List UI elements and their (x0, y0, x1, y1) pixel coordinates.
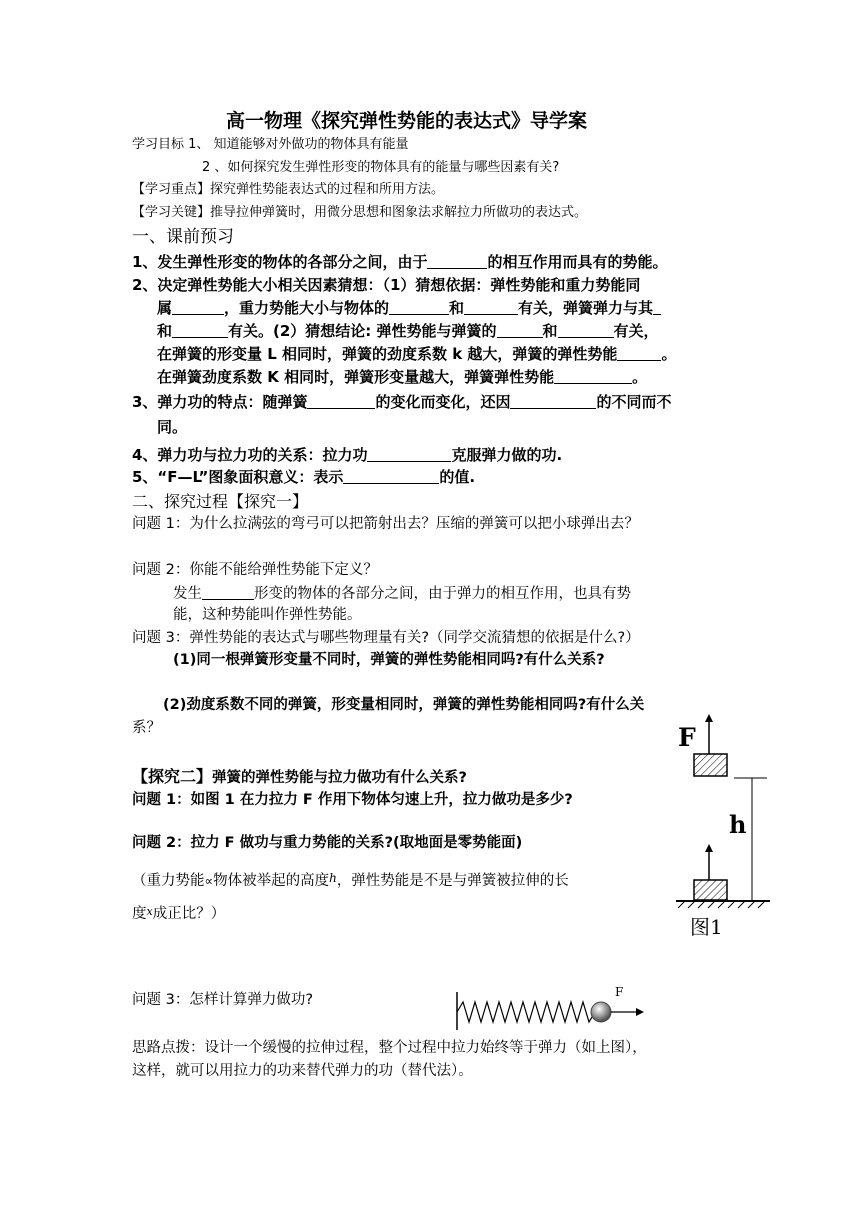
ground-hatch (678, 901, 765, 908)
figure-caption: 图1 (690, 915, 723, 939)
explore-q2-answer-2: 能，这种势能叫作弹性势能。 (173, 607, 362, 623)
hint-line-2: 这样，就可以用拉力的功来替代弹力的功（替代法）。 (132, 1063, 473, 1079)
preview-q2-line4 (157, 345, 676, 363)
key-difficulty: 【学习关键】推导拉伸弹簧时，用微分思想和图象法求解拉力所做功的表达式。 (132, 205, 588, 220)
note-text: ，弹性势能是不是与弹簧被拉伸的长 (336, 873, 569, 889)
explore2-q1: 问题 1：如图 1 在力拉力 F 作用下物体匀速上升，拉力做功是多少? (132, 792, 573, 808)
blank (343, 469, 439, 484)
block-top (694, 754, 727, 776)
explore-q1: 问题 1：为什么拉满弦的弯弓可以把箭射出去？压缩的弹簧可以把小球弹出去？ (132, 516, 639, 532)
proportional-symbol: ∝ (204, 874, 214, 888)
q3-text: 3、弹力功的特点：随弹簧 (132, 393, 308, 411)
blank (172, 300, 224, 315)
explore2-heading (132, 767, 467, 787)
explore-q3-1: (1)同一根弹簧形变量不同时，弹簧的弹性势能相同吗?有什么关系? (173, 652, 605, 668)
explore-q3-2: (2)劲度系数不同的弹簧，形变量相同时，弹簧的弹性势能相同吗?有什么关 (163, 697, 645, 713)
blank (653, 300, 661, 315)
blank (307, 394, 375, 409)
q2-text: 在弹簧的形变量 L 相同时，弹簧的劲度系数 k 越大，弹簧的弹性势能 (157, 345, 618, 363)
q2-text: ，重力势能大小与物体的 (224, 299, 390, 317)
explore2-q2-note-1 (132, 871, 569, 890)
q4-text: 克服弹力做的功. (451, 446, 563, 464)
q2-text: 有关，弹簧弹力与其 (518, 299, 654, 317)
block-bottom (694, 880, 727, 900)
force-label: F (678, 723, 696, 752)
q3-text: 的变化而变化，还因 (375, 393, 511, 411)
blank (389, 300, 449, 315)
preview-q3 (132, 393, 671, 411)
explore2-q2: 问题 2：拉力 F 做功与重力势能的关系?(取地面是零势能面) (132, 835, 523, 851)
preview-q2-line3 (157, 322, 659, 340)
explore2-heading-tag: 【探究二】 (132, 767, 213, 786)
blank (497, 323, 543, 338)
q2-answer-text: 发生 (173, 586, 202, 602)
q1-text-b: 的相互作用而具有的势能。 (487, 253, 668, 271)
preview-q1 (132, 253, 667, 271)
q2-text: 有关。(2）猜想结论: 弹性势能与弹簧的 (228, 322, 497, 340)
explore-q2: 问题 2：你能不能给弹性势能下定义？ (132, 562, 378, 578)
preview-q2-line1: 2、决定弹性势能大小相关因素猜想：（1）猜想依据：弹性势能和重力势能同 (132, 276, 641, 294)
h-symbol: h (329, 871, 337, 885)
preview-q5 (132, 468, 475, 486)
blank (554, 369, 632, 384)
page-title: 高一物理《探究弹性势能的表达式》导学案 (226, 110, 588, 132)
q2-text: 和 (449, 299, 465, 317)
blank (202, 585, 254, 600)
blank (367, 447, 451, 462)
force-arrowhead (636, 1008, 644, 1016)
q2-text: 和 (157, 322, 173, 340)
q2-answer-text: 形变的物体的各部分之间，由于弹力的相互作用，也具有势 (254, 586, 631, 602)
preview-q2-line2 (157, 299, 661, 317)
height-label: h (729, 810, 747, 839)
explore-q3-2-cont: 系？ (132, 720, 161, 736)
note-text: 物体被举起的高度 (213, 873, 330, 889)
q2-text: 有关， (613, 322, 659, 340)
note-text: 成正比？） (152, 906, 226, 922)
preview-heading: 一、课前预习 (132, 227, 234, 247)
x-symbol: x (146, 905, 153, 918)
note-text: 度 (132, 906, 147, 922)
preview-q3-cont: 同。 (157, 418, 188, 436)
explore-q2-answer-1 (173, 585, 631, 603)
q2-text: 。 (661, 345, 677, 363)
q5-text: 的值. (439, 468, 476, 486)
force-arrow-top-head (705, 714, 713, 722)
blank (617, 346, 661, 361)
explore-heading: 二、探究过程【探究一】 (132, 492, 309, 511)
explore2-heading-text: 弹簧的弹性势能与拉力做功有什么关系? (212, 770, 467, 786)
blank (464, 300, 518, 315)
force-arrow-bottom-head (705, 844, 713, 852)
ball (591, 1002, 611, 1022)
spring-coil (457, 1002, 595, 1022)
q3-text: 的不同而不 (596, 393, 672, 411)
key-point: 【学习重点】探究弹性势能表达式的过程和所用方法。 (132, 182, 445, 197)
spring-figure (452, 980, 648, 1032)
blank (510, 394, 596, 409)
explore2-q3: 问题 3：怎样计算弹力做功? (132, 992, 314, 1008)
q4-text: 4、弹力功与拉力功的关系：拉力功 (132, 446, 368, 464)
note-text: （重力势能 (132, 873, 205, 889)
q2-text: 和 (542, 322, 558, 340)
q1-text-a: 1、发生弹性形变的物体的各部分之间，由于 (132, 253, 428, 271)
explore2-q2-note-2 (132, 905, 225, 923)
q2-text: 在弹簧劲度系数 K 相同时，弹簧形变量越大，弹簧弹性势能 (157, 368, 555, 386)
goal-line-1: 学习目标 1、 知道能够对外做功的物体具有能量 (132, 137, 409, 152)
goal-line-2: 2 、如何探究发生弹性形变的物体具有的能量与哪些因素有关? (202, 160, 560, 175)
preview-q4 (132, 446, 562, 464)
q2-text: 。 (632, 368, 648, 386)
spring-force-label: F (615, 985, 624, 999)
figure-1 (672, 712, 772, 940)
explore-q3: 问题 3：弹性势能的表达式与哪些物理量有关?（同学交流猜想的依据是什么?） (132, 630, 640, 646)
blank (172, 323, 228, 338)
blank (427, 254, 487, 269)
preview-q2-line5 (157, 368, 647, 386)
q2-text: 属 (157, 299, 173, 317)
blank (558, 323, 614, 338)
q5-text: 5、“F—L”图象面积意义：表示 (132, 468, 344, 486)
hint-line-1: 思路点拨：设计一个缓慢的拉伸过程，整个过程中拉力始终等于弹力（如上图）， (132, 1040, 647, 1056)
